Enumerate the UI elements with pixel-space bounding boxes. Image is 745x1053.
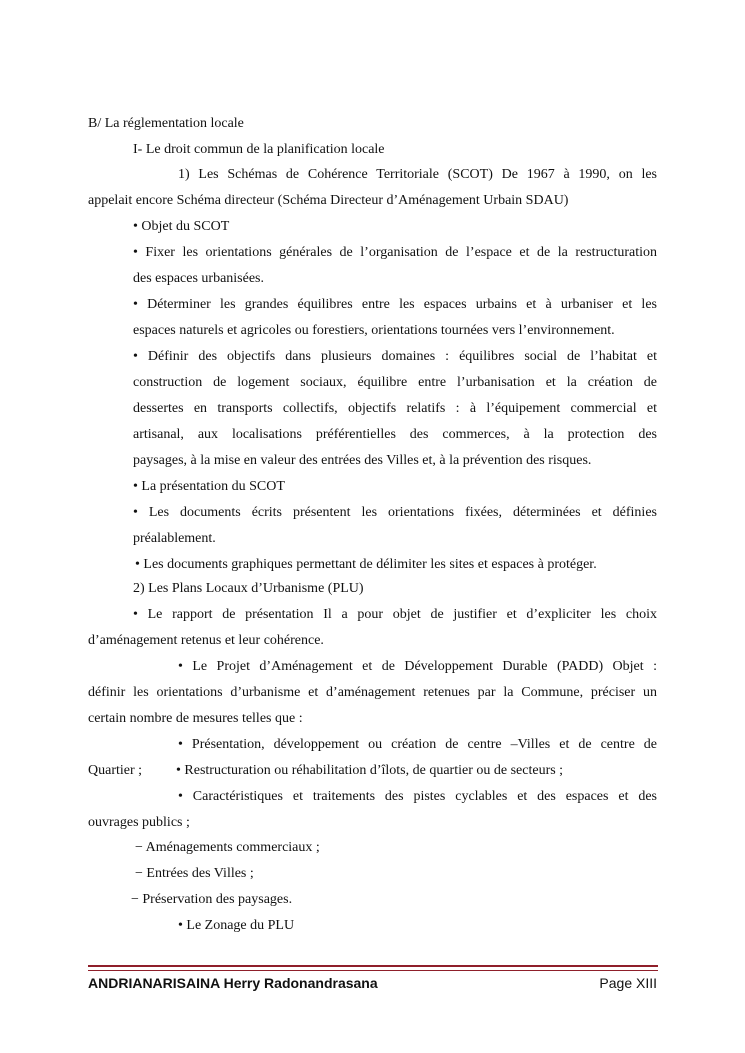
footer-author: ANDRIANARISAINA Herry Radonandrasana [88, 975, 378, 991]
bullet-line: paysages, à la mise en valeur des entrées des Villes et, à la prévention des risques. [133, 453, 592, 468]
bullet-heading: • La présentation du SCOT [133, 479, 285, 494]
paragraph-line: d’aménagement retenus et leur cohérence. [88, 633, 324, 648]
bullet-line: • Le rapport de présentation Il a pour objet de justifier et d’expliciter les choix [133, 607, 657, 622]
paragraph-line: ouvrages publics ; [88, 815, 190, 830]
subsection-heading: I- Le droit commun de la planification locale [133, 142, 385, 157]
bullet-line: • Caractéristiques et traitements des pistes cyclables et des espaces et des [178, 789, 657, 804]
bullet-heading: • Le Zonage du PLU [178, 918, 295, 933]
bullet-line: construction de logement sociaux, équilibre entre l’urbanisation et la création de [133, 375, 657, 390]
bullet-line: • Présentation, développement ou création de centre –Villes et de centre de [178, 737, 657, 752]
paragraph-line: certain nombre de mesures telles que : [88, 711, 303, 726]
paragraph-line: 1) Les Schémas de Cohérence Territoriale (SCOT) De 1967 à 1990, on les [178, 167, 657, 182]
bullet-line: espaces naturels et agricoles ou forestiers, orientations tournées vers l’environnement. [133, 323, 615, 338]
bullet-line: • Le Projet d’Aménagement et de Développement Durable (PADD) Objet : [178, 659, 657, 674]
bullet-line: • Restructuration ou réhabilitation d’îlots, de quartier ou de secteurs ; [176, 763, 564, 778]
bullet-line: artisanal, aux localisations préférentielles des commerces, à la protection des [133, 427, 657, 442]
bullet-line: • Définir des objectifs dans plusieurs domaines : équilibres social de l’habitat et [133, 349, 657, 364]
paragraph-line: appelait encore Schéma directeur (Schéma Directeur d’Aménagement Urbain SDAU) [88, 193, 569, 208]
bullet-heading: • Objet du SCOT [133, 219, 230, 234]
footer-rule [88, 965, 658, 967]
paragraph-line: Quartier ; [88, 763, 143, 778]
bullet-line: • Fixer les orientations générales de l’organisation de l’espace et de la restructuration [133, 245, 657, 260]
bullet-line: • Déterminer les grandes équilibres entre les espaces urbains et à urbaniser et les [133, 297, 657, 312]
bullet-line: préalablement. [133, 531, 216, 546]
bullet-line: • Les documents graphiques permettant de délimiter les sites et espaces à protéger. [135, 557, 597, 572]
paragraph-line: définir les orientations d’urbanisme et d’aménagement retenues par la Commune, préciser un [88, 685, 657, 700]
footer-rule [88, 970, 658, 971]
dash-item: − Aménagements commerciaux ; [135, 840, 320, 855]
bullet-line: • Les documents écrits présentent les orientations fixées, déterminées et définies [133, 505, 657, 520]
dash-item: − Entrées des Villes ; [135, 866, 254, 881]
dash-item: − Préservation des paysages. [131, 892, 293, 907]
section-heading: B/ La réglementation locale [88, 116, 244, 131]
subsection-heading: 2) Les Plans Locaux d’Urbanisme (PLU) [133, 581, 364, 596]
bullet-line: des espaces urbanisées. [133, 271, 265, 286]
bullet-line: dessertes en transports collectifs, objectifs relatifs : à l’équipement commercial et [133, 401, 657, 416]
footer-page-number: Page XIII [599, 975, 657, 991]
